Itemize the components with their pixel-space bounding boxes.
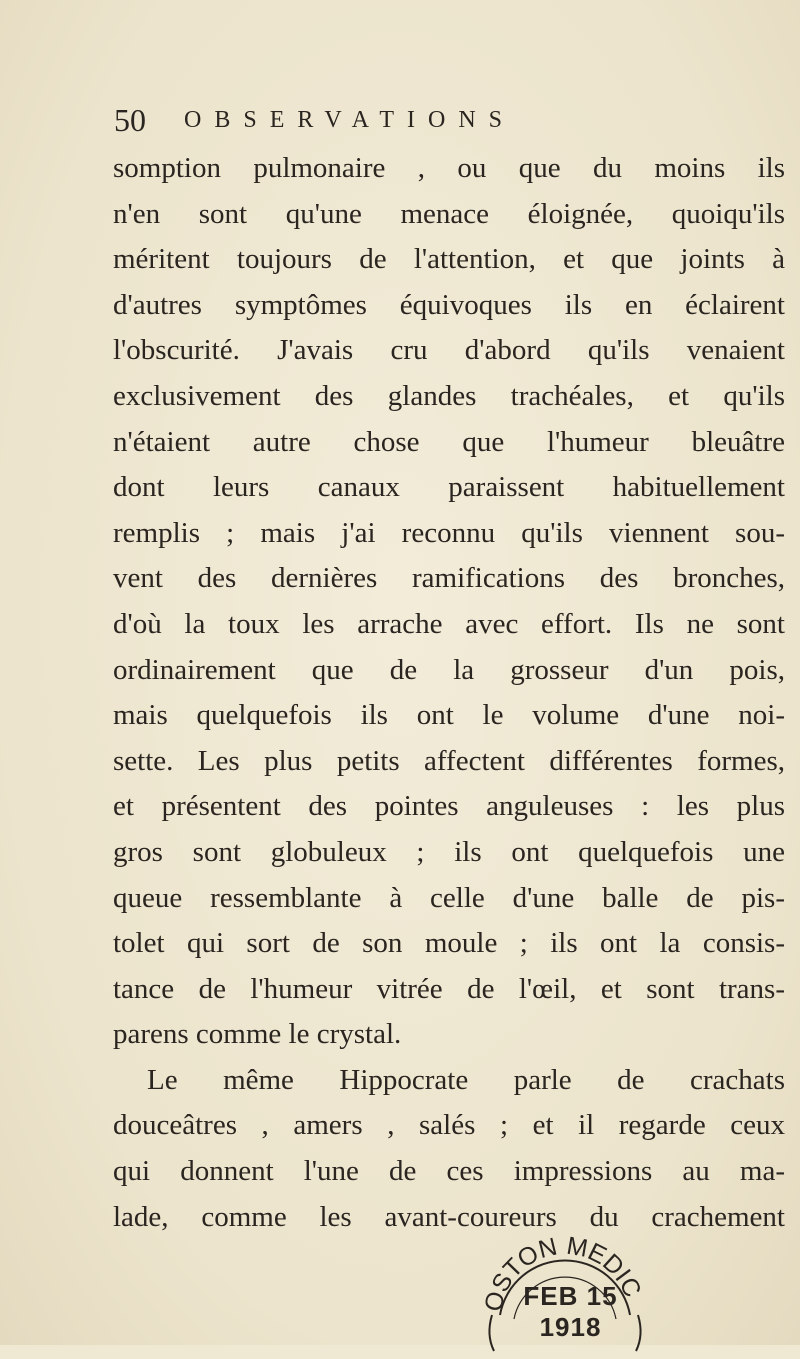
text-line: vent des dernières ramifications des bronches, bbox=[113, 562, 785, 595]
text-line: douceâtres , amers , salés ; et il regarde ceux bbox=[113, 1109, 785, 1142]
body-text bbox=[113, 146, 785, 1240]
text-line: et présentent des pointes anguleuses : les plus bbox=[113, 790, 785, 823]
text-line: mais quelquefois ils ont le volume d'une noi- bbox=[113, 699, 785, 732]
page-header bbox=[114, 100, 760, 140]
text-line: somption pulmonaire , ou que du moins ils bbox=[113, 152, 785, 184]
text-line: d'autres symptômes équivoques ils en éclairent bbox=[113, 288, 785, 321]
text-line: ordinairement que de la grosseur d'un pois, bbox=[113, 653, 785, 686]
text-line: qui donnent l'une de ces impressions au ma- bbox=[113, 1155, 785, 1188]
text-line: parens comme le crystal. bbox=[113, 1018, 402, 1051]
text-line: lade, comme les avant-coureurs du crachement bbox=[113, 1200, 785, 1233]
text-line: tolet qui sort de son moule ; ils ont la consis- bbox=[113, 927, 785, 960]
text-line: d'où la toux les arrache avec effort. Ils ne sont bbox=[113, 607, 785, 640]
text-line: gros sont globuleux ; ils ont quelquefois une bbox=[113, 835, 785, 868]
text-line: méritent toujours de l'attention, et que joints à bbox=[113, 243, 785, 276]
text-line: Le même Hippocrate parle de crachats bbox=[147, 1063, 785, 1096]
stamp-arc-text: OSTON MEDIC bbox=[480, 1231, 647, 1315]
text-line: n'étaient autre chose que l'humeur bleuâtre bbox=[113, 425, 785, 458]
text-line: exclusivement des glandes trachéales, et qu'ils bbox=[113, 379, 785, 412]
text-line: l'obscurité. J'avais cru d'abord qu'ils venaient bbox=[113, 334, 785, 367]
library-stamp bbox=[480, 1215, 650, 1355]
text-line: sette. Les plus petits affectent différentes formes, bbox=[113, 744, 785, 777]
page-number: 50 bbox=[114, 102, 146, 138]
stamp-date: FEB 15 1918 bbox=[523, 1281, 618, 1342]
text-line: n'en sont qu'une menace éloignée, quoiqu'ils bbox=[113, 197, 785, 230]
text-line: dont leurs canaux paraissent habituellement bbox=[113, 471, 785, 504]
text-line: remplis ; mais j'ai reconnu qu'ils viennent sou- bbox=[113, 516, 785, 549]
text-line: queue ressemblante à celle d'une balle de pis- bbox=[113, 881, 785, 914]
text-line: tance de l'humeur vitrée de l'œil, et sont trans- bbox=[113, 972, 785, 1005]
running-head: OBSERVATIONS bbox=[184, 107, 516, 133]
